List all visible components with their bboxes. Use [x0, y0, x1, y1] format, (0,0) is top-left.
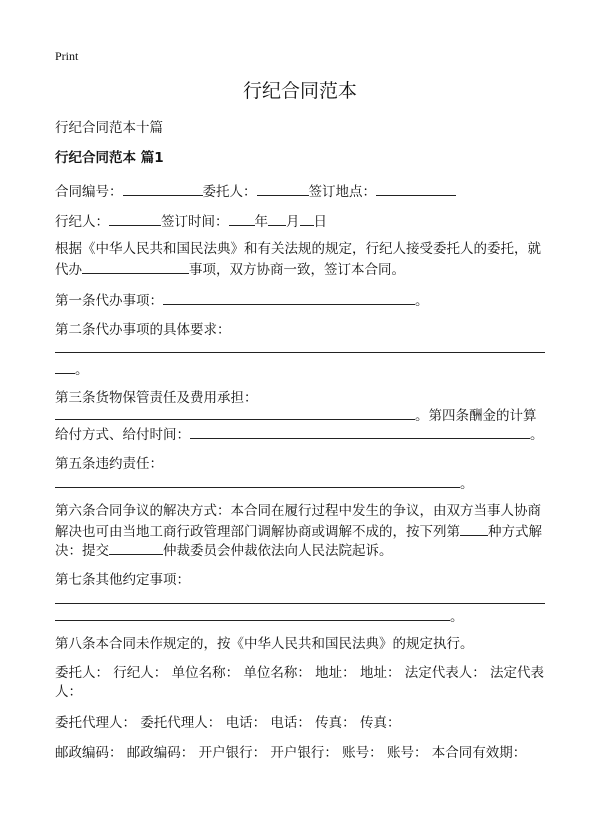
blank: [460, 521, 488, 536]
article-6-line: [55, 521, 542, 542]
signature-fields: 委托人： 行纪人： 单位名称： 单位名称： 地址： 地址： 法定代表人： 法定代表: [55, 665, 545, 681]
blank: [55, 359, 75, 374]
blank: [109, 540, 163, 555]
text: 给付方式、给付时间：: [55, 427, 190, 443]
blank: [163, 290, 415, 305]
text: 。: [460, 476, 474, 492]
blank: [109, 211, 161, 226]
text: 事项，双方协商一致，签订本合同。: [189, 262, 405, 278]
text: 。第四条酬金的计算: [415, 408, 537, 424]
blank: [376, 181, 456, 196]
article-2-end: [55, 359, 89, 380]
blank: [55, 473, 460, 488]
article-1: [55, 290, 429, 311]
blank: [229, 211, 255, 226]
signature-fields: 人：: [55, 684, 82, 700]
text: 解决也可由当地工商行政管理部门调解协商或调解不成的，按下列第: [55, 524, 460, 540]
article-5-line: [55, 473, 474, 494]
text: 种方式解: [488, 524, 542, 540]
agent-info-row: [55, 211, 327, 232]
blank: [300, 211, 314, 226]
label: 签订地点：: [308, 184, 376, 200]
blank: [55, 405, 415, 420]
text: 决：提交: [55, 543, 109, 559]
text: 代办: [55, 262, 82, 278]
preamble-line: [55, 259, 405, 280]
blank: [123, 181, 203, 196]
label: 月: [286, 214, 300, 230]
article-3: 第三条货物保管责任及费用承担：: [55, 390, 258, 406]
text: 。: [75, 362, 89, 378]
bank-fields: 邮政编码： 邮政编码： 开户银行： 开户银行： 账号： 账号： 本合同有效期：: [55, 745, 527, 761]
article-5: 第五条违约责任：: [55, 456, 163, 472]
article-4-line: [55, 424, 544, 445]
preamble-line: 根据《中华人民共和国民法典》和有关法规的规定，行纪人接受委托人的委托，就: [55, 241, 541, 257]
text: 第一条代办事项：: [55, 293, 163, 309]
subtitle: 行纪合同范本十篇: [55, 120, 163, 136]
article-8: 第八条本合同未作规定的，按《中华人民共和国民法典》的规定执行。: [55, 636, 474, 652]
label: 委托人：: [202, 184, 257, 200]
article-7-line: [55, 606, 464, 627]
blank: [257, 181, 309, 196]
page-title: 行纪合同范本: [242, 80, 357, 102]
blank: [55, 338, 545, 353]
label: 行纪人：: [55, 214, 109, 230]
text: 。: [450, 609, 464, 625]
contract-info-row: [55, 181, 456, 202]
blank: [82, 259, 189, 274]
label: 日: [313, 214, 327, 230]
print-link[interactable]: Print: [55, 49, 79, 63]
blank: [268, 211, 286, 226]
article-6-line: [55, 540, 393, 561]
label: 合同编号：: [55, 184, 123, 200]
text: 。: [530, 427, 544, 443]
article-7: 第七条其他约定事项：: [55, 572, 190, 588]
blank: [190, 424, 530, 439]
section-heading: 行纪合同范本 篇1: [55, 150, 164, 166]
text: 。: [415, 293, 429, 309]
text: 仲裁委员会仲裁依法向人民法院起诉。: [163, 543, 393, 559]
contact-fields: 委托代理人： 委托代理人： 电话： 电话： 传真： 传真：: [55, 715, 401, 731]
blank: [55, 606, 450, 621]
label: 签订时间：: [161, 214, 229, 230]
blank: [55, 589, 545, 604]
blank-line: [55, 338, 545, 359]
article-3-line: [55, 405, 537, 426]
label: 年: [254, 214, 268, 230]
article-2: 第二条代办事项的具体要求：: [55, 322, 231, 338]
article-6: 第六条合同争议的解决方式：本合同在履行过程中发生的争议，由双方当事人协商: [55, 503, 541, 519]
